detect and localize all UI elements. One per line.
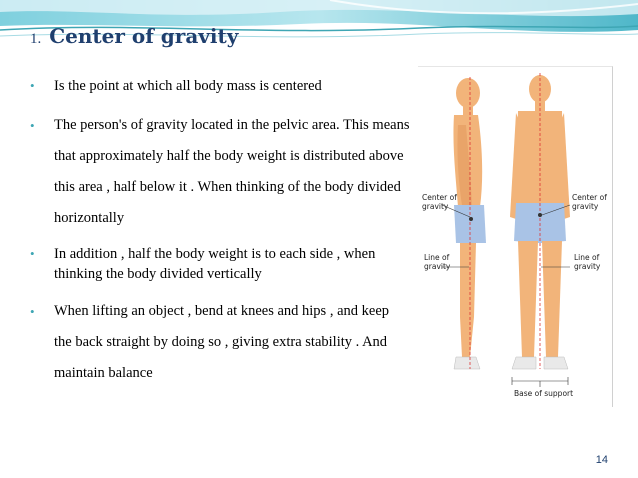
body-illustration <box>418 67 612 407</box>
bullet-dot: • <box>30 78 35 93</box>
title-number: 1. <box>30 31 42 47</box>
label-center-of-gravity-right: Center of gravity <box>572 193 607 211</box>
slide-title <box>30 24 238 48</box>
bullet-dot: • <box>30 246 35 261</box>
list-item <box>30 296 410 389</box>
center-of-gravity-figure <box>418 66 613 407</box>
label-line-of-gravity-left: Line of gravity <box>424 253 451 271</box>
list-item <box>30 244 410 284</box>
front-view-figure <box>510 73 570 369</box>
bullet-dot: • <box>30 304 35 319</box>
bullet-dot: • <box>30 118 35 133</box>
list-item <box>30 110 410 234</box>
bullet-text: Is the point at which all body mass is centered <box>54 78 322 94</box>
bullet-text: The person's of gravity located in the pelvic area. This means that approximately half the body weight is distributed above this area , half below it . When thinking of the body divided horizontally <box>54 117 410 226</box>
bullet-text: When lifting an object , bend at knees and hips , and keep the back straight by doing so , giving extra stability . And maintain balance <box>54 303 390 381</box>
side-view-figure <box>453 77 486 369</box>
list-item <box>30 76 410 96</box>
label-center-of-gravity-left: Center of gravity <box>422 193 457 211</box>
bullet-text: In addition , half the body weight is to each side , when thinking the body divided vertically <box>54 246 376 282</box>
title-text: Center of gravity <box>49 24 239 48</box>
page-number: 14 <box>595 454 608 466</box>
bullet-list <box>30 76 410 389</box>
label-base-of-support: Base of support <box>514 389 574 398</box>
label-line-of-gravity-right: Line of gravity <box>574 253 601 271</box>
